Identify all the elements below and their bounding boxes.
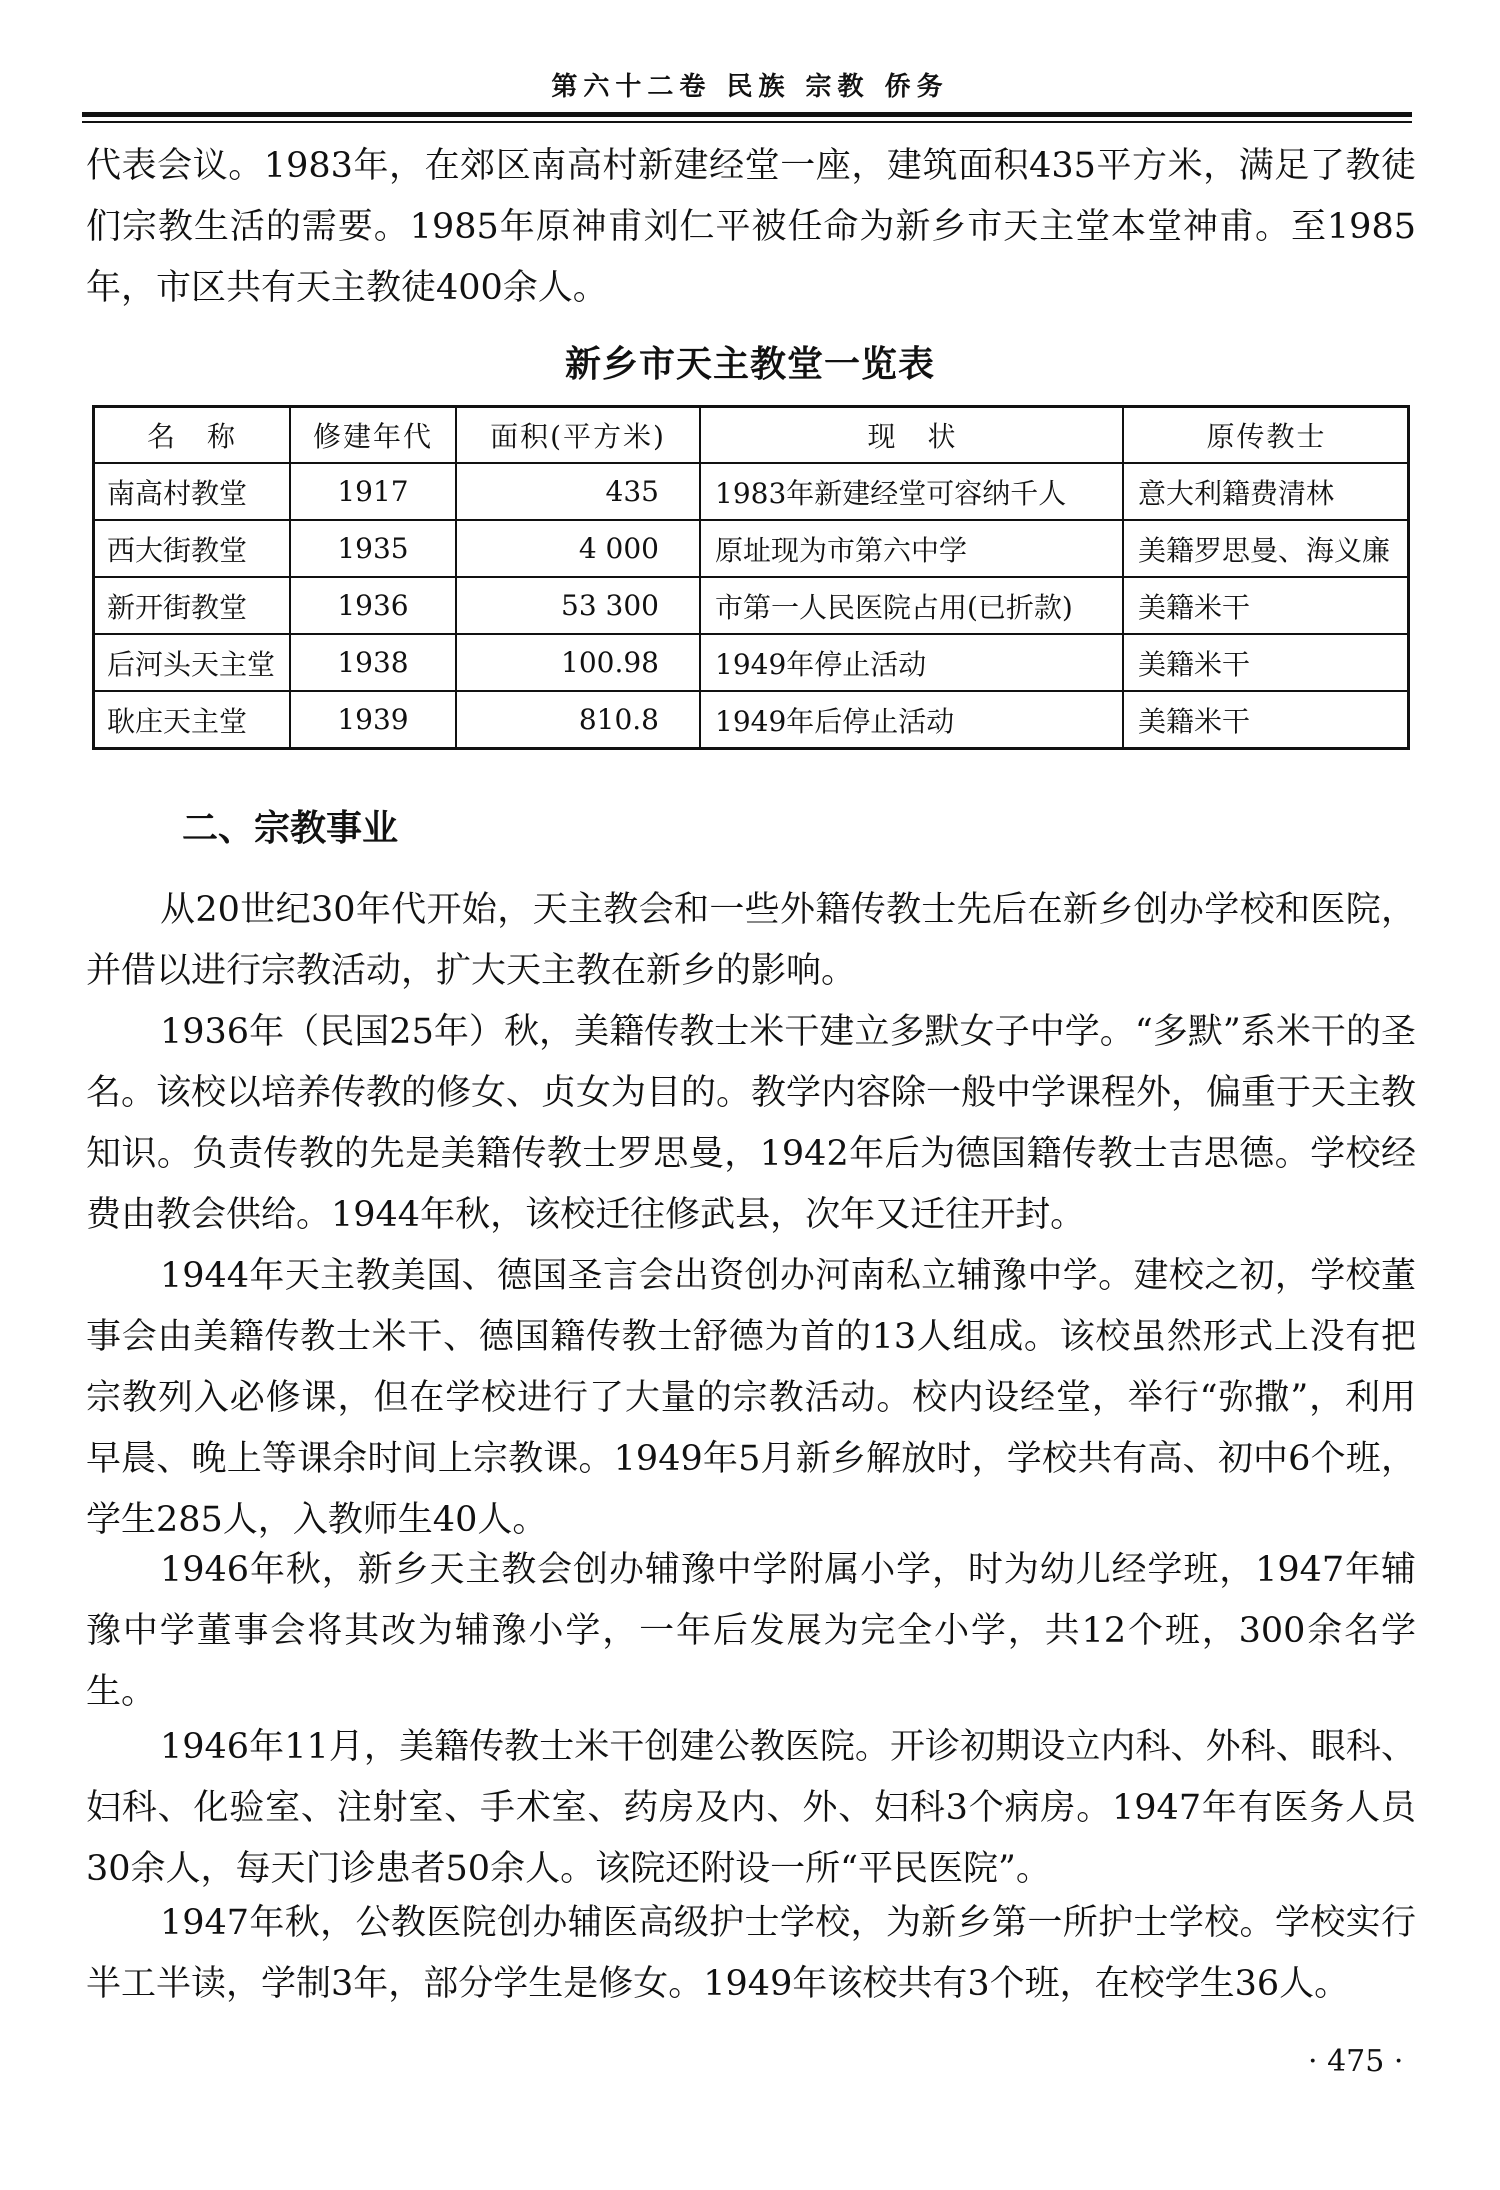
cell-name: 新开街教堂 — [94, 577, 291, 634]
church-table — [92, 405, 1410, 750]
cell-status: 1949年停止活动 — [700, 634, 1123, 691]
body-paragraph: 1947年秋，公教医院创办辅医高级护士学校，为新乡第一所护士学校。学校实行半工半读，学制3年，部分学生是修女。1949年该校共有3个班，在校学生36人。 — [86, 1903, 1416, 2004]
table-title: 新乡市天主教堂一览表 — [564, 344, 935, 385]
cell-year: 1935 — [290, 520, 456, 577]
body-paragraph: 从20世纪30年代开始，天主教会和一些外籍传教士先后在新乡创办学校和医院，并借以进行宗教活动，扩大天主教在新乡的影响。 — [86, 890, 1416, 991]
cell-status: 1949年后停止活动 — [700, 691, 1123, 749]
cell-year: 1917 — [290, 463, 456, 520]
column-header-name: 名 称 — [94, 407, 291, 464]
cell-missionary: 美籍米干 — [1123, 634, 1409, 691]
section-heading: 二、宗教事业 — [182, 808, 399, 849]
table-row — [94, 463, 1409, 520]
cell-area: 435 — [456, 463, 700, 520]
cell-status: 市第一人民医院占用(已折款) — [700, 577, 1123, 634]
column-header-missionary: 原传教士 — [1123, 407, 1409, 464]
cell-year: 1938 — [290, 634, 456, 691]
cell-name: 南高村教堂 — [94, 463, 291, 520]
body-paragraph: 1936年（民国25年）秋，美籍传教士米干建立多默女子中学。“多默”系米干的圣名。该校以培养传教的修女、贞女为目的。教学内容除一般中学课程外，偏重于天主教知识。负责传教的先是美籍传教士罗思曼，1942年后为德国籍传教士吉思德。学校经费由教会供给。1944年秋，该校迁往修武县，次年又迁往开封。 — [86, 1012, 1417, 1235]
column-header-year: 修建年代 — [290, 407, 456, 464]
intro-paragraph: 代表会议。1983年，在郊区南高村新建经堂一座，建筑面积435平方米，满足了教徒们宗教生活的需要。1985年原神甫刘仁平被任命为新乡市天主堂本堂神甫。至1985年，市区共有天主教徒400余人。 — [86, 146, 1416, 308]
cell-area: 100.98 — [456, 634, 700, 691]
running-header: 第六十二卷 民族 宗教 侨务 — [551, 72, 949, 102]
cell-missionary: 美籍米干 — [1123, 577, 1409, 634]
cell-name: 后河头天主堂 — [94, 634, 291, 691]
table-row — [94, 577, 1409, 634]
body-paragraph: 1946年11月，美籍传教士米干创建公教医院。开诊初期设立内科、外科、眼科、妇科、化验室、注射室、手术室、药房及内、外、妇科3个病房。1947年有医务人员30余人，每天门诊患者50余人。该院还附设一所“平民医院”。 — [86, 1727, 1416, 1889]
cell-missionary: 美籍罗思曼、海义廉 — [1123, 520, 1409, 577]
table-header-row — [94, 407, 1409, 464]
cell-area: 810.8 — [456, 691, 700, 749]
cell-year: 1936 — [290, 577, 456, 634]
cell-area: 4 000 — [456, 520, 700, 577]
column-header-area: 面积(平方米) — [456, 407, 700, 464]
table-row — [94, 634, 1409, 691]
cell-name: 耿庄天主堂 — [94, 691, 291, 749]
table-row — [94, 520, 1409, 577]
cell-status: 原址现为市第六中学 — [700, 520, 1123, 577]
cell-area: 53 300 — [456, 577, 700, 634]
header-rule-thin — [82, 121, 1412, 123]
cell-missionary: 意大利籍费清林 — [1123, 463, 1409, 520]
cell-missionary: 美籍米干 — [1123, 691, 1409, 749]
page-number: · 475 · — [1308, 2044, 1404, 2079]
column-header-status: 现 状 — [700, 407, 1123, 464]
body-paragraph: 1944年天主教美国、德国圣言会出资创办河南私立辅豫中学。建校之初，学校董事会由美籍传教士米干、德国籍传教士舒德为首的13人组成。该校虽然形式上没有把宗教列入必修课，但在学校进行了大量的宗教活动。校内设经堂，举行“弥撒”，利用早晨、晚上等课余时间上宗教课。1949年5月新乡解放时，学校共有高、初中6个班，学生285人，入教师生40人。 — [86, 1256, 1416, 1540]
header-rule — [82, 112, 1412, 117]
cell-year: 1939 — [290, 691, 456, 749]
cell-status: 1983年新建经堂可容纳千人 — [700, 463, 1123, 520]
table-row — [94, 691, 1409, 749]
cell-name: 西大街教堂 — [94, 520, 291, 577]
body-paragraph: 1946年秋，新乡天主教会创办辅豫中学附属小学，时为幼儿经学班，1947年辅豫中学董事会将其改为辅豫小学，一年后发展为完全小学，共12个班，300余名学生。 — [86, 1550, 1416, 1712]
